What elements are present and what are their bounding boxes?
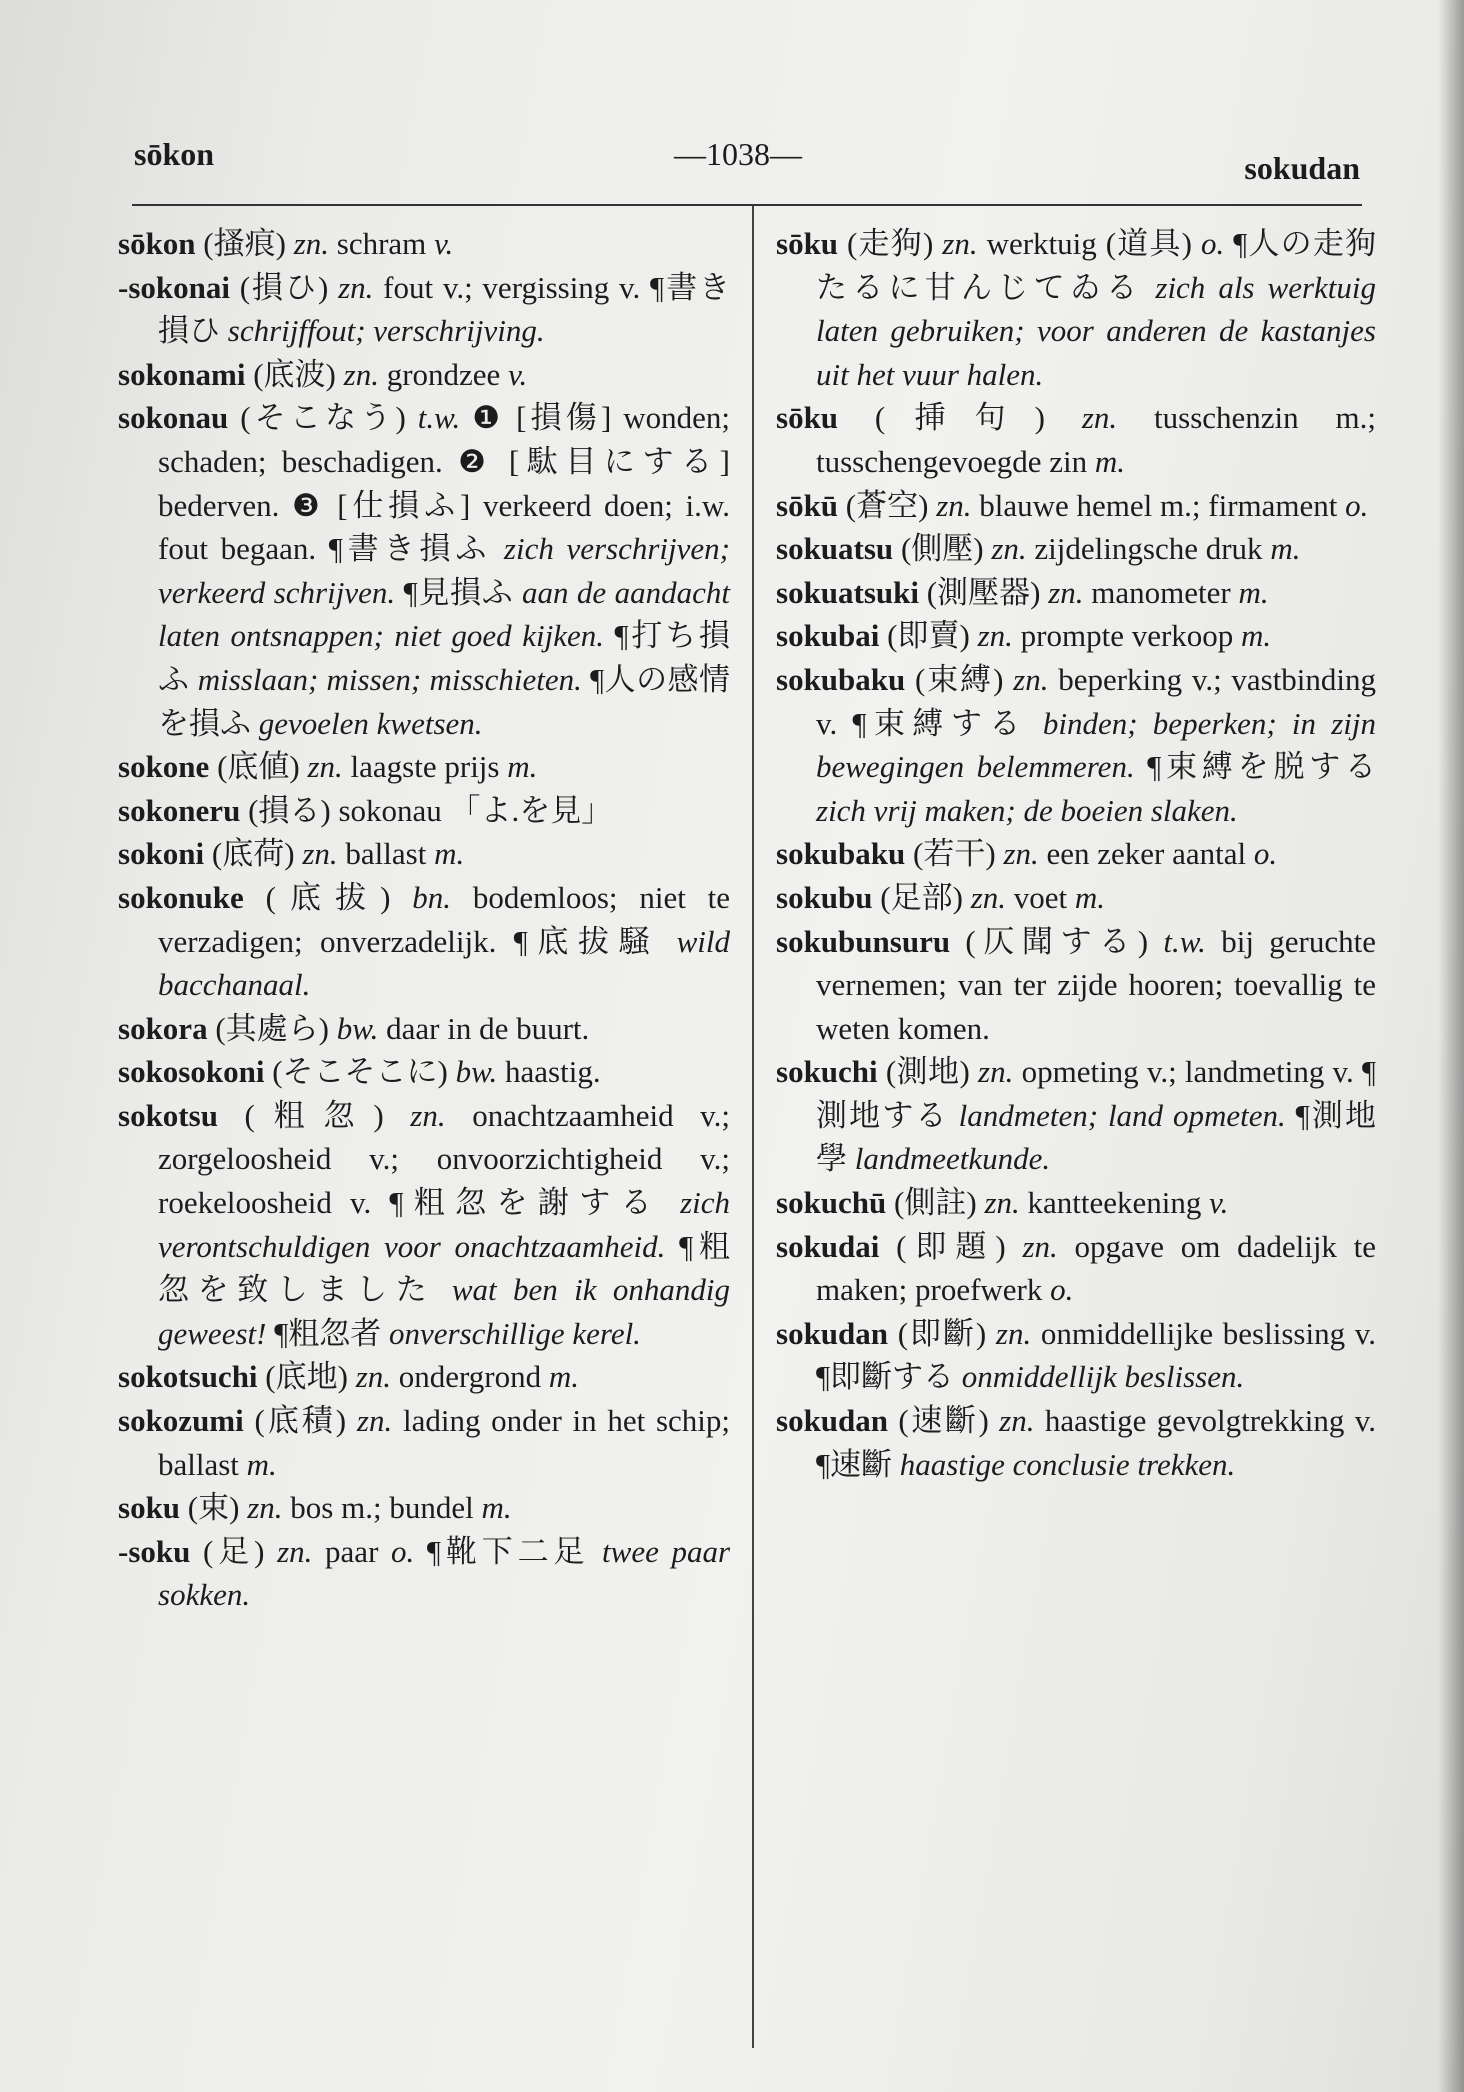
example-japanese: ¶束縛する bbox=[852, 705, 1028, 741]
entry-gender: m. bbox=[1238, 574, 1269, 610]
entry-headword: sokone bbox=[118, 749, 210, 785]
example-japanese: ¶書き損ひ bbox=[158, 269, 731, 349]
entry-headword: sokozumi bbox=[118, 1403, 244, 1439]
entry-headword: -soku bbox=[118, 1533, 191, 1569]
entry-kanji: (底値) bbox=[217, 749, 300, 785]
dictionary-entry bbox=[118, 353, 730, 397]
example-translation: twee paar sokken. bbox=[158, 1533, 731, 1613]
example-translation: misslaan; missen; misschieten. bbox=[197, 661, 582, 697]
dictionary-entry bbox=[776, 1399, 1376, 1486]
header-rule bbox=[132, 204, 1362, 206]
entry-gender: m. bbox=[434, 836, 465, 872]
dictionary-entry bbox=[776, 1050, 1376, 1181]
entry-definition: ondergrond bbox=[398, 1359, 542, 1395]
entry-headword: sokuchū bbox=[776, 1185, 887, 1221]
right-column bbox=[776, 222, 1376, 1486]
example-japanese: ¶測地學 bbox=[816, 1097, 1377, 1177]
entry-definition: werktuig (道具) bbox=[986, 226, 1192, 261]
example-japanese: ¶粗忽を謝する bbox=[389, 1185, 662, 1221]
dictionary-entry bbox=[776, 222, 1376, 396]
entry-gender: v. bbox=[434, 226, 454, 261]
example-translation: gevoelen kwetsen. bbox=[258, 705, 483, 741]
example-translation: wild bacchanaal. bbox=[158, 923, 731, 1003]
example-translation: onmiddellijk beslissen. bbox=[961, 1359, 1245, 1395]
entry-gender: v. bbox=[508, 356, 528, 392]
example-japanese: ¶粗忽者 bbox=[274, 1315, 382, 1351]
entry-definition: bij geruchte vernemen; van ter zijde hooren; toevallig te weten komen. bbox=[816, 923, 1376, 1046]
dictionary-entry bbox=[118, 396, 730, 745]
dictionary-entry bbox=[776, 527, 1376, 571]
entry-part-of-speech: bw. bbox=[336, 1010, 379, 1046]
entry-headword: sokotsuchi bbox=[118, 1359, 258, 1395]
entry-definition: haastig. bbox=[505, 1054, 601, 1090]
entry-headword: sōkon bbox=[118, 226, 196, 261]
entry-headword: sokonau bbox=[118, 400, 229, 436]
entry-part-of-speech: zn. bbox=[977, 618, 1013, 654]
entry-headword: sokubu bbox=[776, 879, 873, 915]
entry-headword: sokosokoni bbox=[118, 1054, 265, 1090]
entry-part-of-speech: t.w. bbox=[1163, 923, 1206, 959]
dictionary-entry bbox=[776, 1225, 1376, 1312]
entry-part-of-speech: zn. bbox=[984, 1185, 1020, 1221]
dictionary-entry bbox=[776, 832, 1376, 876]
entry-kanji: (挿句) bbox=[874, 400, 1045, 436]
entry-gender: v. bbox=[1209, 1185, 1229, 1221]
dictionary-entry bbox=[776, 614, 1376, 658]
example-translation: landmeetkunde. bbox=[854, 1141, 1051, 1177]
entry-part-of-speech: zn. bbox=[936, 487, 972, 523]
entry-gender: m. bbox=[1270, 531, 1301, 567]
entry-kanji: (底積) bbox=[254, 1403, 347, 1439]
entry-headword: sokubaku bbox=[776, 836, 906, 872]
dictionary-entry bbox=[118, 832, 730, 876]
entry-part-of-speech: zn. bbox=[302, 836, 338, 872]
entry-headword: sokubunsuru bbox=[776, 923, 951, 959]
entry-definition: ❶ [損傷] wonden; schaden; beschadigen. ❷ [駄目にする] bederven. ❸ [仕損ふ] verkeerd doen; i.w. fout begaan. bbox=[158, 400, 730, 567]
entry-gender: o. bbox=[391, 1533, 415, 1569]
entry-kanji: (其處ら) bbox=[215, 1010, 329, 1046]
dictionary-entry bbox=[118, 1007, 730, 1051]
entry-kanji: (底荷) bbox=[211, 836, 295, 872]
example-japanese: ¶速斷 bbox=[816, 1446, 893, 1482]
entry-gender: m. bbox=[1241, 618, 1272, 654]
entry-gender: o. bbox=[1050, 1272, 1074, 1308]
entry-headword: sokonami bbox=[118, 356, 246, 392]
entry-part-of-speech: zn. bbox=[247, 1490, 283, 1526]
entry-headword: sōku bbox=[776, 226, 839, 261]
entry-part-of-speech: zn. bbox=[1081, 400, 1118, 436]
entry-definition: opgave om dadelijk te maken; proefwerk bbox=[816, 1228, 1377, 1308]
entry-kanji: (即題) bbox=[896, 1228, 1006, 1264]
entry-kanji: (仄聞する) bbox=[965, 923, 1149, 959]
dictionary-entry bbox=[118, 222, 730, 266]
entry-part-of-speech: zn. bbox=[970, 879, 1007, 915]
entry-headword: sokuatsu bbox=[776, 531, 894, 567]
dictionary-entry bbox=[118, 745, 730, 789]
example-translation: aan de aandacht laten ontsnappen; niet goed kijken. bbox=[158, 574, 731, 654]
entry-kanji: (そこなう) bbox=[240, 400, 406, 436]
entry-kanji: (損ひ) bbox=[239, 269, 329, 305]
entry-definition: ballast bbox=[345, 836, 427, 872]
example-japanese: ¶見損ふ bbox=[403, 574, 514, 610]
dictionary-entry bbox=[776, 571, 1376, 615]
dictionary-entry bbox=[776, 396, 1376, 483]
dictionary-entry bbox=[776, 1312, 1376, 1399]
entry-kanji: (測壓器) bbox=[926, 574, 1041, 610]
example-japanese: ¶人の感情を損ふ bbox=[158, 661, 731, 741]
entry-kanji: (束縛) bbox=[914, 661, 1004, 697]
entry-part-of-speech: bn. bbox=[412, 879, 452, 915]
entry-part-of-speech: zn. bbox=[978, 1054, 1014, 1090]
entry-headword: sokoni bbox=[118, 836, 205, 872]
entry-part-of-speech: zn. bbox=[355, 1359, 392, 1395]
left-column bbox=[118, 222, 730, 1617]
entry-definition: een zeker aantal bbox=[1046, 836, 1247, 872]
dictionary-entry bbox=[118, 1094, 730, 1356]
dictionary-entry bbox=[118, 1050, 730, 1094]
entry-kanji: (側註) bbox=[894, 1185, 977, 1221]
entry-part-of-speech: zn. bbox=[1003, 836, 1039, 872]
entry-part-of-speech: zn. bbox=[277, 1533, 313, 1569]
entry-definition: zijdelingsche druk bbox=[1034, 531, 1263, 567]
example-translation: landmeten; land opmeten. bbox=[958, 1097, 1286, 1133]
entry-definition: onachtzaamheid v.; zorgeloosheid v.; onvoorzichtigheid v.; roekeloosheid v. bbox=[158, 1097, 731, 1221]
entry-definition: lading onder in het schip; ballast bbox=[158, 1403, 731, 1482]
entry-kanji: (足部) bbox=[880, 879, 963, 915]
entry-definition: haastige gevolgtrekking v. bbox=[1044, 1403, 1376, 1439]
entry-kanji: (即斷) bbox=[897, 1315, 987, 1351]
spine-shadow bbox=[1438, 0, 1464, 2092]
entry-definition: opmeting v.; landmeting v. bbox=[1021, 1054, 1354, 1090]
entry-definition: tusschenzin m.; tusschengevoegde zin bbox=[816, 400, 1376, 479]
example-japanese: ¶書き損ふ bbox=[328, 531, 492, 567]
example-japanese: ¶束縛を脱する bbox=[1147, 749, 1377, 785]
entry-part-of-speech: zn. bbox=[356, 1403, 393, 1439]
example-japanese: ¶測地する bbox=[816, 1054, 1377, 1133]
dictionary-entry bbox=[776, 920, 1376, 1051]
entry-headword: soku bbox=[118, 1490, 181, 1526]
example-translation: zich verschrijven; verkeerd schrijven. bbox=[158, 531, 731, 610]
entry-part-of-speech: zn. bbox=[307, 749, 343, 785]
entry-part-of-speech: zn. bbox=[343, 356, 379, 392]
entry-headword: sōku bbox=[776, 400, 839, 436]
example-japanese: ¶靴下二足 bbox=[426, 1533, 590, 1569]
entry-kanji: (底拔) bbox=[265, 879, 391, 915]
entry-gender: o. bbox=[1200, 226, 1225, 261]
entry-headword: -sokonai bbox=[118, 269, 230, 305]
entry-gender: o. bbox=[1345, 487, 1369, 523]
entry-definition: grondzee bbox=[386, 356, 501, 392]
example-translation: zich vrij maken; de boeien slaken. bbox=[816, 792, 1238, 828]
entry-part-of-speech: zn. bbox=[410, 1097, 446, 1133]
entry-definition: onmiddellijke beslissing v. bbox=[1040, 1315, 1376, 1351]
dictionary-entry bbox=[118, 1486, 730, 1530]
entry-part-of-speech: bw. bbox=[455, 1054, 498, 1090]
entry-kanji: (速斷) bbox=[898, 1403, 989, 1439]
entry-gender: o. bbox=[1253, 836, 1278, 872]
entry-definition: manometer bbox=[1091, 574, 1231, 610]
entry-headword: sokora bbox=[118, 1010, 208, 1046]
example-japanese: ¶打ち損ふ bbox=[158, 618, 730, 697]
entry-headword: sokuchi bbox=[776, 1054, 878, 1090]
entry-part-of-speech: zn. bbox=[293, 226, 330, 261]
dictionary-entry bbox=[776, 658, 1376, 832]
example-translation: wat ben ik onhandig geweest! bbox=[158, 1272, 731, 1351]
dictionary-entry bbox=[118, 1355, 730, 1399]
entry-headword: sokubai bbox=[776, 618, 880, 654]
example-translation: schrijffout; verschrijving. bbox=[227, 313, 545, 349]
entry-definition: blauwe hemel m.; firmament bbox=[979, 487, 1338, 523]
entry-gender: m. bbox=[507, 749, 538, 785]
entry-kanji: (蒼空) bbox=[845, 487, 929, 523]
entry-kanji: (側壓) bbox=[900, 531, 984, 567]
entry-gender: m. bbox=[1074, 879, 1106, 915]
example-translation: zich als werktuig laten gebruiken; voor anderen de kastanjes uit het vuur halen. bbox=[816, 269, 1376, 392]
entry-headword: sokoneru bbox=[118, 792, 241, 828]
entry-kanji: (そこそこに) bbox=[272, 1054, 448, 1090]
entry-part-of-speech: zn. bbox=[991, 531, 1027, 567]
entry-kanji: (搔痕) bbox=[203, 226, 286, 261]
entry-part-of-speech: zn. bbox=[1022, 1228, 1058, 1264]
entry-kanji: (損る) bbox=[248, 792, 331, 828]
guide-word-left: sōkon bbox=[134, 136, 215, 172]
entry-part-of-speech: zn. bbox=[1048, 574, 1084, 610]
entry-gender: m. bbox=[481, 1490, 512, 1526]
entry-definition: bos m.; bundel bbox=[290, 1490, 474, 1526]
entry-definition: prompte verkoop bbox=[1020, 618, 1234, 654]
entry-definition: paar bbox=[325, 1533, 379, 1569]
example-translation: haastige conclusie trekken. bbox=[899, 1446, 1236, 1482]
example-japanese: ¶底拔騒 bbox=[513, 923, 660, 959]
dictionary-entry bbox=[776, 1181, 1376, 1225]
entry-gender: m. bbox=[548, 1359, 580, 1395]
example-translation: binden; beperken; in zijn bewegingen belemmeren. bbox=[816, 705, 1377, 785]
entry-definition: schram bbox=[336, 226, 427, 261]
entry-kanji: (足) bbox=[203, 1533, 265, 1569]
dictionary-entry bbox=[118, 1530, 730, 1617]
entry-gender: m. bbox=[1094, 443, 1126, 479]
column-divider bbox=[752, 206, 754, 2048]
entry-headword: sokotsu bbox=[118, 1097, 218, 1133]
entry-definition: voet bbox=[1013, 879, 1068, 915]
entry-definition: daar in de buurt. bbox=[386, 1010, 590, 1046]
entry-part-of-speech: zn. bbox=[995, 1315, 1032, 1351]
running-head bbox=[134, 136, 1360, 186]
example-japanese: ¶粗忽を致しました bbox=[158, 1228, 731, 1308]
entry-gender: m. bbox=[246, 1446, 277, 1482]
entry-part-of-speech: t.w. bbox=[417, 400, 461, 436]
entry-headword: sokuatsuki bbox=[776, 574, 920, 610]
entry-definition: sokonau 「よ.を見」 bbox=[338, 792, 613, 828]
example-japanese: ¶即斷する bbox=[816, 1359, 955, 1395]
entry-kanji: (底波) bbox=[253, 356, 336, 392]
dictionary-entry bbox=[118, 789, 730, 833]
example-translation: onverschillige kerel. bbox=[389, 1315, 641, 1351]
entry-part-of-speech: zn. bbox=[338, 269, 374, 305]
entry-headword: sokudan bbox=[776, 1315, 889, 1351]
entry-kanji: (底地) bbox=[265, 1359, 348, 1395]
entry-kanji: (即賣) bbox=[887, 618, 970, 654]
page-number: —1038— bbox=[674, 136, 802, 172]
entry-headword: sokonuke bbox=[118, 879, 244, 915]
dictionary-entry bbox=[118, 876, 730, 1007]
entry-kanji: (走狗) bbox=[847, 226, 934, 261]
example-translation: zich verontschuldigen voor onachtzaamheid. bbox=[158, 1185, 731, 1264]
entry-headword: sokudai bbox=[776, 1228, 880, 1264]
entry-kanji: (束) bbox=[187, 1490, 240, 1526]
dictionary-entry bbox=[118, 1399, 730, 1486]
entry-part-of-speech: zn. bbox=[942, 226, 978, 261]
entry-kanji: (若干) bbox=[913, 836, 996, 872]
entry-kanji: (測地) bbox=[885, 1054, 970, 1090]
guide-word-right: sokudan bbox=[1244, 150, 1360, 186]
entry-part-of-speech: zn. bbox=[999, 1403, 1035, 1439]
entry-part-of-speech: zn. bbox=[1013, 661, 1049, 697]
entry-headword: sokubaku bbox=[776, 661, 906, 697]
entry-definition: beperking v.; vastbinding v. bbox=[816, 661, 1377, 741]
entry-headword: sokudan bbox=[776, 1403, 889, 1439]
dictionary-entry bbox=[118, 266, 730, 353]
entry-definition: bodemloos; niet te verzadigen; onverzadelijk. bbox=[158, 879, 731, 959]
entry-headword: sōkū bbox=[776, 487, 839, 523]
dictionary-entry bbox=[776, 876, 1376, 920]
entry-definition: fout v.; vergissing v. bbox=[383, 269, 641, 305]
entry-kanji: (粗忽) bbox=[244, 1097, 384, 1133]
entry-definition: kantteekening bbox=[1027, 1185, 1202, 1221]
dictionary-entry bbox=[776, 484, 1376, 528]
entry-definition: laagste prijs bbox=[350, 749, 500, 785]
example-japanese: ¶人の走狗たるに甘んじてゐる bbox=[816, 226, 1377, 305]
